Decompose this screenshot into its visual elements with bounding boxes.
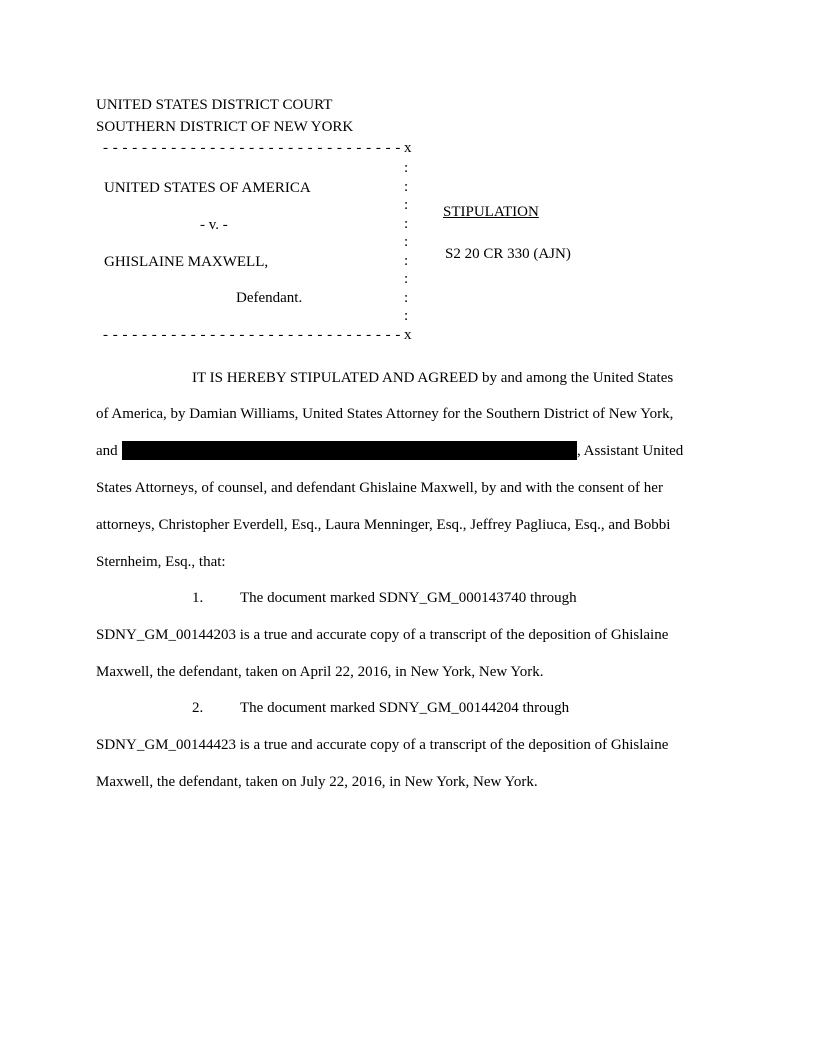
item-number: 2.: [192, 700, 204, 716]
caption-rule-top: - - - - - - - - - - - - - - - - - - - - - - - - - - - - - - -: [103, 140, 401, 156]
item-line: The document marked SDNY_GM_000143740 through: [240, 590, 577, 606]
body-line: Sternheim, Esq., that:: [96, 554, 226, 570]
caption-colon: :: [404, 234, 409, 250]
caption-rule-bottom: - - - - - - - - - - - - - - - - - - - - - - - - - - - - - - -: [103, 327, 401, 343]
defendant-role: Defendant.: [236, 290, 303, 306]
document-title: STIPULATION: [443, 204, 539, 220]
item-line: Maxwell, the defendant, taken on July 22, 2016, in New York, New York.: [96, 774, 538, 790]
body-line: , Assistant United: [577, 443, 684, 459]
versus-label: - v. -: [200, 217, 228, 233]
caption-colon: :: [404, 290, 409, 306]
body-line: IT IS HEREBY STIPULATED AND AGREED by and among the United States: [192, 370, 674, 386]
caption-colon: :: [404, 308, 409, 324]
redaction-block: [122, 441, 577, 460]
case-number: S2 20 CR 330 (AJN): [445, 246, 571, 262]
caption-colon: :: [404, 216, 409, 232]
body-line: and: [96, 443, 118, 459]
caption-colon: :: [404, 179, 409, 195]
item-line: SDNY_GM_00144203 is a true and accurate copy of a transcript of the deposition of Ghislaine: [96, 627, 669, 643]
body-line: States Attorneys, of counsel, and defendant Ghislaine Maxwell, by and with the consent of her: [96, 480, 663, 496]
court-name: UNITED STATES DISTRICT COURT: [96, 97, 333, 113]
caption-colon: :: [404, 160, 409, 176]
caption-x-top: x: [404, 140, 412, 156]
plaintiff-name: UNITED STATES OF AMERICA: [104, 180, 311, 196]
item-number: 1.: [192, 590, 204, 606]
body-line: attorneys, Christopher Everdell, Esq., Laura Menninger, Esq., Jeffrey Pagliuca, Esq., and Bobbi: [96, 517, 671, 533]
item-line: SDNY_GM_00144423 is a true and accurate copy of a transcript of the deposition of Ghislaine: [96, 737, 669, 753]
caption-colon: :: [404, 271, 409, 287]
item-line: The document marked SDNY_GM_00144204 through: [240, 700, 570, 716]
item-line: Maxwell, the defendant, taken on April 22, 2016, in New York, New York.: [96, 664, 544, 680]
caption-x-bottom: x: [404, 327, 412, 343]
caption-colon: :: [404, 253, 409, 269]
defendant-name: GHISLAINE MAXWELL,: [104, 254, 269, 270]
body-line: of America, by Damian Williams, United States Attorney for the Southern District of New York,: [96, 406, 674, 422]
court-district: SOUTHERN DISTRICT OF NEW YORK: [96, 119, 354, 135]
caption-colon: :: [404, 197, 409, 213]
